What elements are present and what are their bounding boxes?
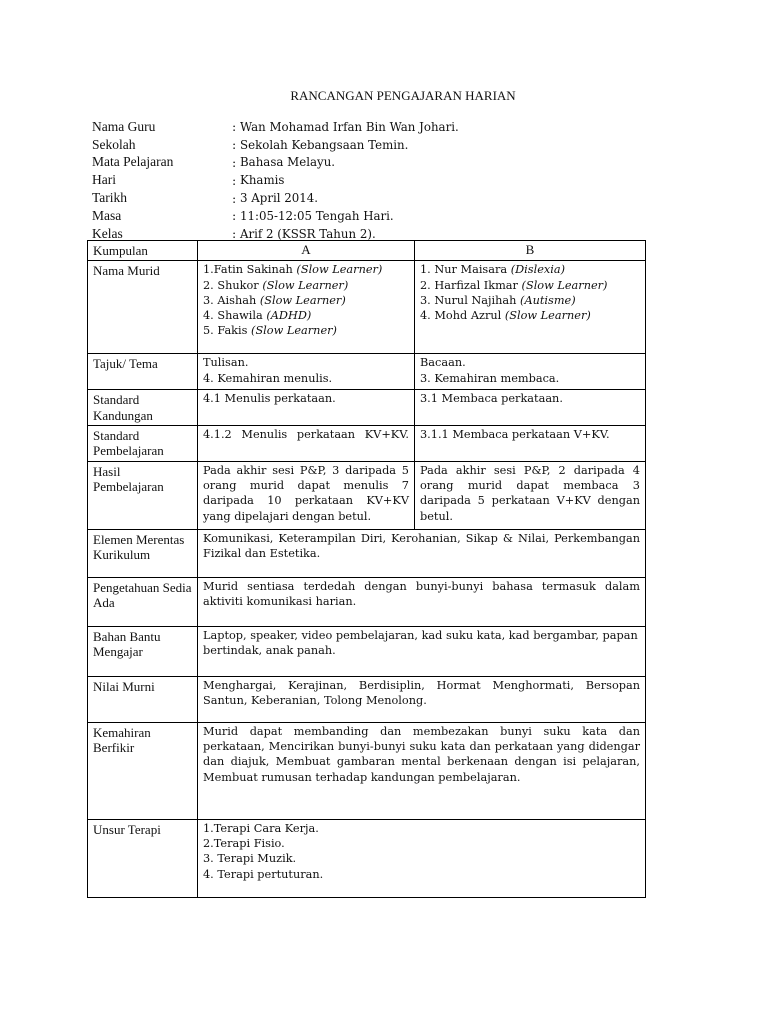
terapi-item: 2.Terapi Fisio.	[203, 837, 285, 851]
table-row-nilai-murni	[88, 676, 646, 722]
group-b-hasil-pembelajaran: Pada akhir sesi P&P, 2 daripada 4 orang murid dapat membaca 3 daripada 5 perkataan V+KV dengan betul.	[415, 461, 646, 529]
student-item: 2. Shukor (Slow Learner)	[203, 278, 349, 292]
terapi-item: 4. Terapi pertuturan.	[203, 867, 324, 881]
header-row-hari	[92, 171, 459, 189]
header-separator: :	[232, 226, 237, 242]
student-item: 1. Nur Maisara (Dislexia)	[420, 263, 566, 277]
header-label: Kelas	[92, 225, 123, 241]
table-row-hasil-pembelajaran	[88, 461, 646, 529]
header-info	[92, 118, 459, 243]
row-label: Elemen Merentas Kurikulum	[88, 529, 198, 577]
header-row-tarikh	[92, 189, 459, 207]
group-b-tajuk	[415, 354, 646, 390]
header-label: Tarikh	[92, 190, 128, 206]
terapi-item: 3. Terapi Muzik.	[203, 852, 297, 866]
header-row-sekolah	[92, 136, 459, 154]
nilai-murni-value: Menghargai, Kerajinan, Berdisiplin, Hormat Menghormati, Bersopan Santun, Keberanian, Tolong Menolong.	[198, 676, 646, 722]
student-item: 4. Mohd Azrul (Slow Learner)	[420, 309, 591, 323]
table-row-tajuk	[88, 354, 646, 390]
row-label: Kemahiran Berfikir	[88, 722, 198, 819]
tajuk-line: 3. Kemahiran membaca.	[420, 371, 560, 385]
elemen-merentas-value: Komunikasi, Keterampilan Diri, Kerohanian, Sikap & Nilai, Perkembangan Fizikal dan Estetika.	[198, 529, 646, 577]
group-a-hasil-pembelajaran: Pada akhir sesi P&P, 3 daripada 5 orang murid dapat menulis 7 daripada 10 perkataan KV+KV yang dipelajari dengan betul.	[198, 461, 415, 529]
table-row-standard-pembelajaran	[88, 425, 646, 461]
table-row-unsur-terapi	[88, 819, 646, 897]
row-label: Standard Pembelajaran	[88, 425, 198, 461]
table-row-elemen-merentas	[88, 529, 646, 577]
student-item: 3. Nurul Najihah (Autisme)	[420, 293, 576, 307]
row-label: Hasil Pembelajaran	[88, 461, 198, 529]
group-b-standard-kandungan: 3.1 Membaca perkataan.	[415, 390, 646, 426]
student-item: 3. Aishah (Slow Learner)	[203, 293, 346, 307]
pengetahuan-value: Murid sentiasa terdedah dengan bunyi-bunyi bahasa termasuk dalam aktiviti komunikasi harian.	[198, 577, 646, 626]
header-label: Sekolah	[92, 136, 136, 152]
page-title: RANCANGAN PENGAJARAN HARIAN	[290, 88, 516, 103]
row-label: Standard Kandungan	[88, 390, 198, 426]
header-separator: :	[232, 154, 237, 170]
group-a-standard-kandungan: 4.1 Menulis perkataan.	[198, 390, 415, 426]
header-row-nama-guru	[92, 118, 459, 136]
header-separator: :	[232, 172, 237, 188]
table-row-kemahiran-berfikir	[88, 722, 646, 819]
header-value: Arif 2 (KSSR Tahun 2).	[240, 226, 376, 241]
group-b-students	[415, 261, 646, 354]
header-label: Nama Guru	[92, 118, 156, 134]
row-label: Nama Murid	[88, 261, 198, 354]
row-label: Kumpulan	[88, 241, 198, 261]
lesson-plan-table	[87, 240, 646, 898]
student-item: 5. Fakis (Slow Learner)	[203, 324, 337, 338]
header-row-mata-pelajaran	[92, 154, 459, 172]
bahan-bantu-value: Laptop, speaker, video pembelajaran, kad suku kata, kad bergambar, papan bertindak, anak panah.	[198, 626, 646, 676]
student-item: 4. Shawila (ADHD)	[203, 309, 312, 323]
row-label: Bahan Bantu Mengajar	[88, 626, 198, 676]
table-row-nama-murid	[88, 261, 646, 354]
header-separator: :	[232, 208, 237, 224]
table-row-kumpulan	[88, 241, 646, 261]
terapi-item: 1.Terapi Cara Kerja.	[203, 821, 319, 835]
header-value: Sekolah Kebangsaan Temin.	[240, 137, 409, 152]
group-a-standard-pembelajaran: 4.1.2 Menulis perkataan KV+KV.	[198, 425, 415, 461]
header-label: Masa	[92, 207, 122, 223]
kemahiran-berfikir-value: Murid dapat membanding dan membezakan bunyi suku kata dan perkataan, Mencirikan bunyi-bunyi suku kata dan perkataan yang didengar dan diajuk, Membuat gambaran mental berkenaan dengan isi pelajaran, Membuat rumusan terhadap kandungan pembelajaran.	[198, 722, 646, 819]
header-label: Hari	[92, 172, 116, 188]
tajuk-line: Bacaan.	[420, 356, 466, 370]
row-label: Pengetahuan Sedia Ada	[88, 577, 198, 626]
tajuk-line: Tulisan.	[203, 356, 249, 370]
header-separator: :	[232, 190, 237, 206]
group-b-standard-pembelajaran: 3.1.1 Membaca perkataan V+KV.	[415, 425, 646, 461]
row-label: Unsur Terapi	[88, 819, 198, 897]
header-value: Wan Mohamad Irfan Bin Wan Johari.	[240, 119, 459, 134]
header-value: Khamis	[240, 173, 285, 188]
header-label: Mata Pelajaran	[92, 154, 174, 170]
header-value: 11:05-12:05 Tengah Hari.	[240, 208, 394, 223]
student-item: 2. Harfizal Ikmar (Slow Learner)	[420, 278, 608, 292]
header-separator: :	[232, 137, 237, 153]
header-row-masa	[92, 207, 459, 225]
table-row-pengetahuan	[88, 577, 646, 626]
student-item: 1.Fatin Sakinah (Slow Learner)	[203, 263, 383, 277]
group-a-tajuk	[198, 354, 415, 390]
group-a-students	[198, 261, 415, 354]
header-separator: :	[232, 119, 237, 135]
row-label: Tajuk/ Tema	[88, 354, 198, 390]
table-row-bahan-bantu	[88, 626, 646, 676]
header-value: 3 April 2014.	[240, 191, 319, 206]
unsur-terapi-value	[198, 819, 646, 897]
table-row-standard-kandungan	[88, 390, 646, 426]
header-value: Bahasa Melayu.	[240, 155, 336, 170]
group-a-header: A	[198, 241, 415, 261]
row-label: Nilai Murni	[88, 676, 198, 722]
tajuk-line: 4. Kemahiran menulis.	[203, 371, 333, 385]
group-b-header: B	[415, 241, 646, 261]
